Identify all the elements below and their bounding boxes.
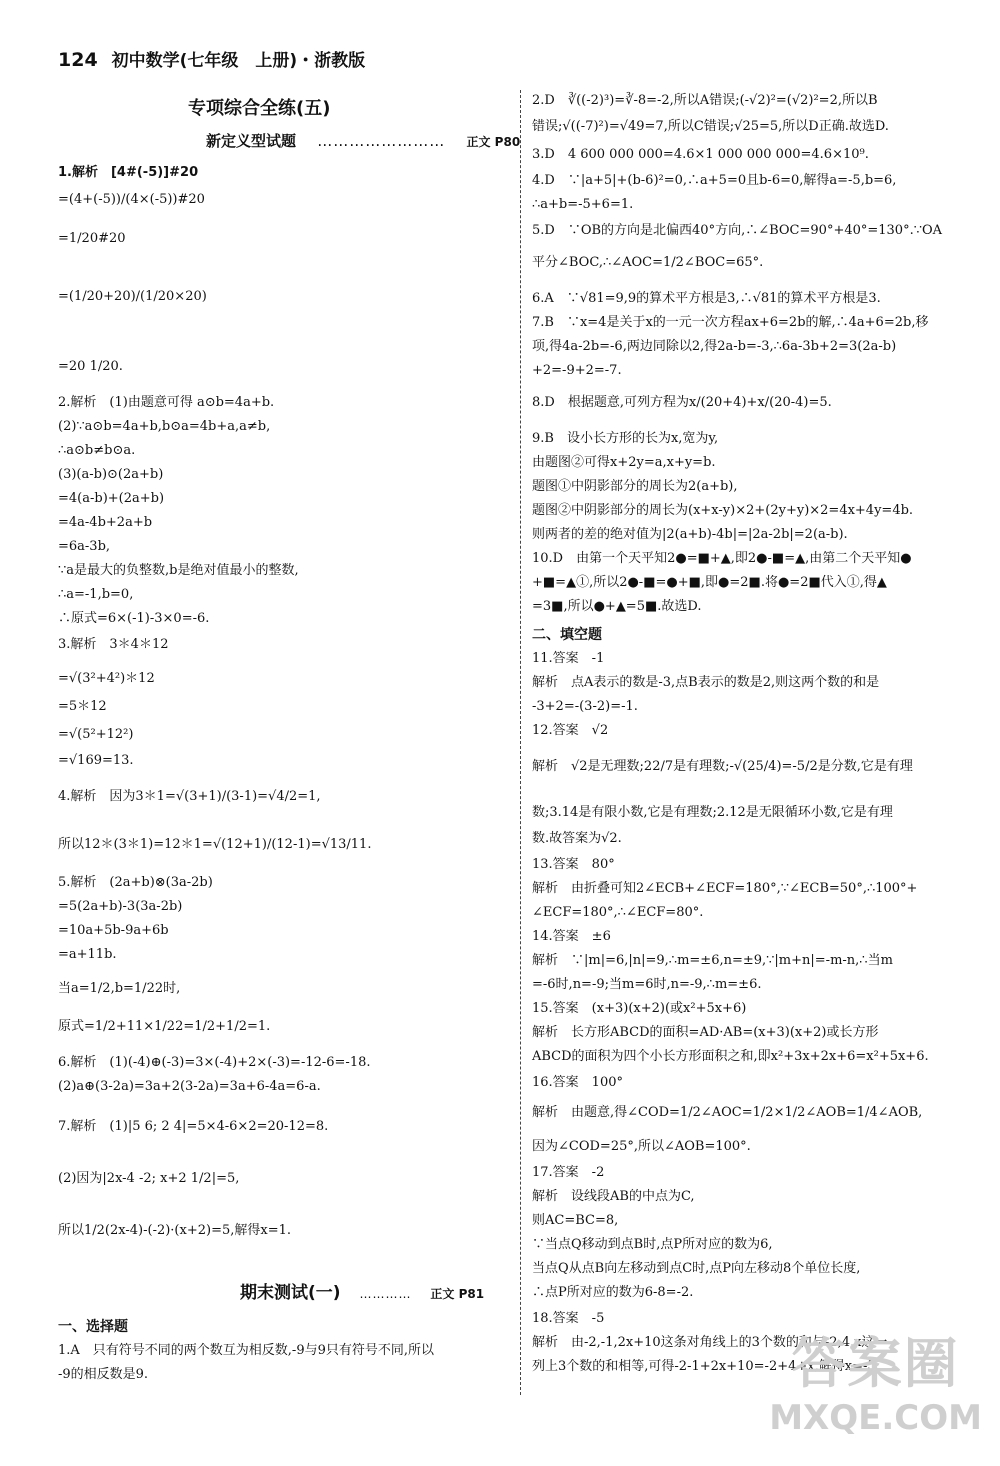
subsection-title-text: 新定义型试题: [206, 132, 297, 150]
left-line: 当a=1/2,b=1/22时,: [58, 981, 181, 996]
left-line: =4(a-b)+(2a+b): [58, 491, 165, 506]
left-line: =20 1/20.: [58, 359, 123, 374]
left-line: =(4+(-5))/(4×(-5))#20: [58, 192, 205, 207]
left-line: (3)(a-b)⊙(2a+b): [58, 467, 164, 482]
right-line: 平分∠BOC,∴∠AOC=1/2∠BOC=65°.: [532, 255, 764, 270]
page-header: [58, 46, 365, 71]
right-line: 3.D 4 600 000 000=4.6×1 000 000 000=4.6×10⁹.: [532, 147, 869, 162]
left-line: =10a+5b-9a+6b: [58, 923, 169, 938]
left-line: ∴原式=6×(-1)-3×0=-6.: [58, 611, 210, 626]
right-line: 解析 由-2,-1,2x+10这条对角线上的3个数的和与-2,4,x这一: [532, 1335, 888, 1350]
left-line: 1.解析 [4#(-5)]#20: [58, 165, 199, 180]
right-line: 10.D 由第一个天平知2●=■+▲,即2●-■=▲,由第二个天平知●: [532, 551, 912, 566]
left-line: =5(2a+b)-3(3a-2b): [58, 899, 183, 914]
right-line: 5.D ∵OB的方向是北偏西40°方向,∴∠BOC=90°+40°=130°.∵OA: [532, 223, 943, 238]
exam-title: 期末测试(一): [240, 1283, 341, 1303]
right-line: 数;3.14是有限小数,它是有理数;2.12是无限循环小数,它是有理: [532, 805, 893, 820]
right-line: 项,得4a-2b=-6,两边同除以2,得2a-b=-3,∴6a-3b+2=3(2a-b): [532, 339, 897, 354]
right-line: ∴a+b=-5+6=1.: [532, 197, 634, 212]
watermark: [769, 1321, 982, 1438]
exam-title-row: [240, 1278, 484, 1303]
right-line: 则AC=BC=8,: [532, 1213, 619, 1228]
left-line: ∵a是最大的负整数,b是绝对值最小的整数,: [58, 563, 299, 578]
exam-section: 一、选择题: [58, 1319, 128, 1335]
left-line: =√(5²+12²): [58, 727, 134, 742]
right-line: 2.D ∛((-2)³)=∛-8=-2,所以A错误;(-√2)²=(√2)²=2,所以B: [532, 93, 878, 108]
leader-dots: ……………………: [301, 132, 462, 150]
left-line: =(1/20+20)/(1/20×20): [58, 289, 207, 304]
section-title: 专项综合全练(五): [188, 98, 331, 119]
left-line: =√(3²+4²)＊12: [58, 671, 155, 686]
right-line: 12.答案 √2: [532, 723, 609, 738]
right-line: 当点Q从点B向左移动到点C时,点P向左移动8个单位长度,: [532, 1261, 861, 1276]
left-line: ∴a=-1,b=0,: [58, 587, 134, 602]
right-line: 错误;√((-7)²)=√49=7,所以C错误;√25=5,所以D正确.故选D.: [532, 119, 889, 134]
right-line: ABCD的面积为四个小长方形面积之和,即x²+3x+2x+6=x²+5x+6.: [532, 1049, 929, 1064]
right-line: 8.D 根据题意,可列方程为x/(20+4)+x/(20-4)=5.: [532, 395, 832, 410]
right-line: 解析 长方形ABCD的面积=AD·AB=(x+3)(x+2)或长方形: [532, 1025, 879, 1040]
column-divider: [520, 90, 521, 1395]
right-line: =-6时,n=-9;当m=6时,n=-9,∴m=±6.: [532, 977, 762, 992]
left-line: 1.A 只有符号不同的两个数互为相反数,-9与9只有符号不同,所以: [58, 1343, 434, 1358]
subsection-ref: 正文 P80: [466, 135, 521, 149]
right-line: 18.答案 -5: [532, 1311, 605, 1326]
right-line: 由题图②可得x+2y=a,x+y=b.: [532, 455, 716, 470]
left-line: 7.解析 (1)|5 6; 2 4|=5×4-6×2=20-12=8.: [58, 1119, 329, 1134]
left-line: -9的相反数是9.: [58, 1367, 149, 1382]
left-line: (2)∵a⊙b=4a+b,b⊙a=4b+a,a≠b,: [58, 419, 271, 434]
left-line: 所以12＊(3＊1)=12＊1=√(12+1)/(12-1)=√13/11.: [58, 837, 372, 852]
right-line: ∠ECF=180°,∴∠ECF=80°.: [532, 905, 704, 920]
left-line: 原式=1/2+11×1/22=1/2+1/2=1.: [58, 1019, 271, 1034]
subsection-title: [206, 130, 520, 151]
right-line: 列上3个数的和相等,可得-2-1+2x+10=-2+4+x,解得x=-5.: [532, 1359, 880, 1374]
left-column: [58, 88, 521, 1446]
left-line: 2.解析 (1)由题意可得 a⊙b=4a+b.: [58, 395, 275, 410]
watermark-bottom: MXQE.COM: [769, 1398, 982, 1438]
right-line: 9.B 设小长方形的长为x,宽为y,: [532, 431, 719, 446]
right-line: 题图②中阴影部分的周长为(x+x-y)×2+(2y+y)×2=4x+4y=4b.: [532, 503, 914, 518]
right-line: 因为∠COD=25°,所以∠AOB=100°.: [532, 1139, 751, 1154]
page-number: 124: [58, 49, 98, 71]
left-line: 5.解析 (2a+b)⊗(3a-2b): [58, 875, 213, 890]
left-line: (2)a⊕(3-2a)=3a+2(3-2a)=3a+6-4a=6-a.: [58, 1079, 321, 1094]
right-line: 解析 由折叠可知2∠ECB+∠ECF=180°,∵∠ECB=50°,∴100°+: [532, 881, 918, 896]
left-line: 所以1/2(2x-4)-(-2)·(x+2)=5,解得x=1.: [58, 1223, 291, 1238]
right-line: 14.答案 ±6: [532, 929, 611, 944]
left-line: 6.解析 (1)(-4)⊕(-3)=3×(-4)+2×(-3)=-12-6=-18.: [58, 1055, 371, 1070]
right-line: 6.A ∵√81=9,9的算术平方根是3,∴√81的算术平方根是3.: [532, 291, 881, 306]
right-line: 题图①中阴影部分的周长为2(a+b),: [532, 479, 738, 494]
right-line: +2=-9+2=-7.: [532, 363, 622, 378]
exam-ref: 正文 P81: [430, 1287, 485, 1301]
right-line: 11.答案 -1: [532, 651, 605, 666]
left-line: =1/20#20: [58, 231, 126, 246]
right-line: 数.故答案为√2.: [532, 831, 622, 846]
right-line: 解析 点A表示的数是-3,点B表示的数是2,则这两个数的和是: [532, 675, 880, 690]
right-line: 则两者的差的绝对值为|2(a+b)-4b|=|2a-2b|=2(a-b).: [532, 527, 848, 542]
right-line: 16.答案 100°: [532, 1075, 623, 1090]
right-line: 15.答案 (x+3)(x+2)(或x²+5x+6): [532, 1001, 747, 1016]
right-column: [532, 88, 972, 1446]
right-line: 17.答案 -2: [532, 1165, 605, 1180]
right-line: ∵当点Q移动到点B时,点P所对应的数为6,: [532, 1237, 773, 1252]
left-line: =5＊12: [58, 699, 107, 714]
right-line: 13.答案 80°: [532, 857, 615, 872]
leader-dots: …………: [346, 1287, 425, 1301]
left-line: 4.解析 因为3＊1=√(3+1)/(3-1)=√4/2=1,: [58, 789, 321, 804]
right-line: 解析 由题意,得∠COD=1/2∠AOC=1/2×1/2∠AOB=1/4∠AOB,: [532, 1105, 923, 1120]
right-line: 4.D ∵|a+5|+(b-6)²=0,∴a+5=0且b-6=0,解得a=-5,b=6,: [532, 173, 897, 188]
left-line: =4a-4b+2a+b: [58, 515, 153, 530]
right-line: ∴点P所对应的数为6-8=-2.: [532, 1285, 694, 1300]
left-line: (2)因为|2x-4 -2; x+2 1/2|=5,: [58, 1171, 240, 1186]
right-line: =3■,所以●+▲=5■.故选D.: [532, 599, 702, 614]
right-line: 解析 √2是无理数;22/7是有理数;-√(25/4)=-5/2是分数,它是有理: [532, 759, 913, 774]
left-line: ∴a⊙b≠b⊙a.: [58, 443, 136, 458]
fill-section: 二、填空题: [532, 627, 602, 643]
left-line: 3.解析 3＊4＊12: [58, 637, 169, 652]
right-line: 7.B ∵x=4是关于x的一元一次方程ax+6=2b的解,∴4a+6=2b,移: [532, 315, 929, 330]
right-line: 解析 ∵|m|=6,|n|=9,∴m=±6,n=±9,∵|m+n|=-m-n,∴当m: [532, 953, 893, 968]
right-line: 解析 设线段AB的中点为C,: [532, 1189, 695, 1204]
left-line: =√169=13.: [58, 753, 134, 768]
right-line: -3+2=-(3-2)=-1.: [532, 699, 638, 714]
left-line: =a+11b.: [58, 947, 117, 962]
left-line: =6a-3b,: [58, 539, 111, 554]
watermark-top: 答案圈: [791, 1332, 960, 1395]
right-line: +■=▲①,所以2●-■=●+■,即●=2■.将●=2■代入①,得▲: [532, 575, 887, 590]
book-title: 初中数学(七年级 上册)・浙教版: [111, 51, 366, 71]
